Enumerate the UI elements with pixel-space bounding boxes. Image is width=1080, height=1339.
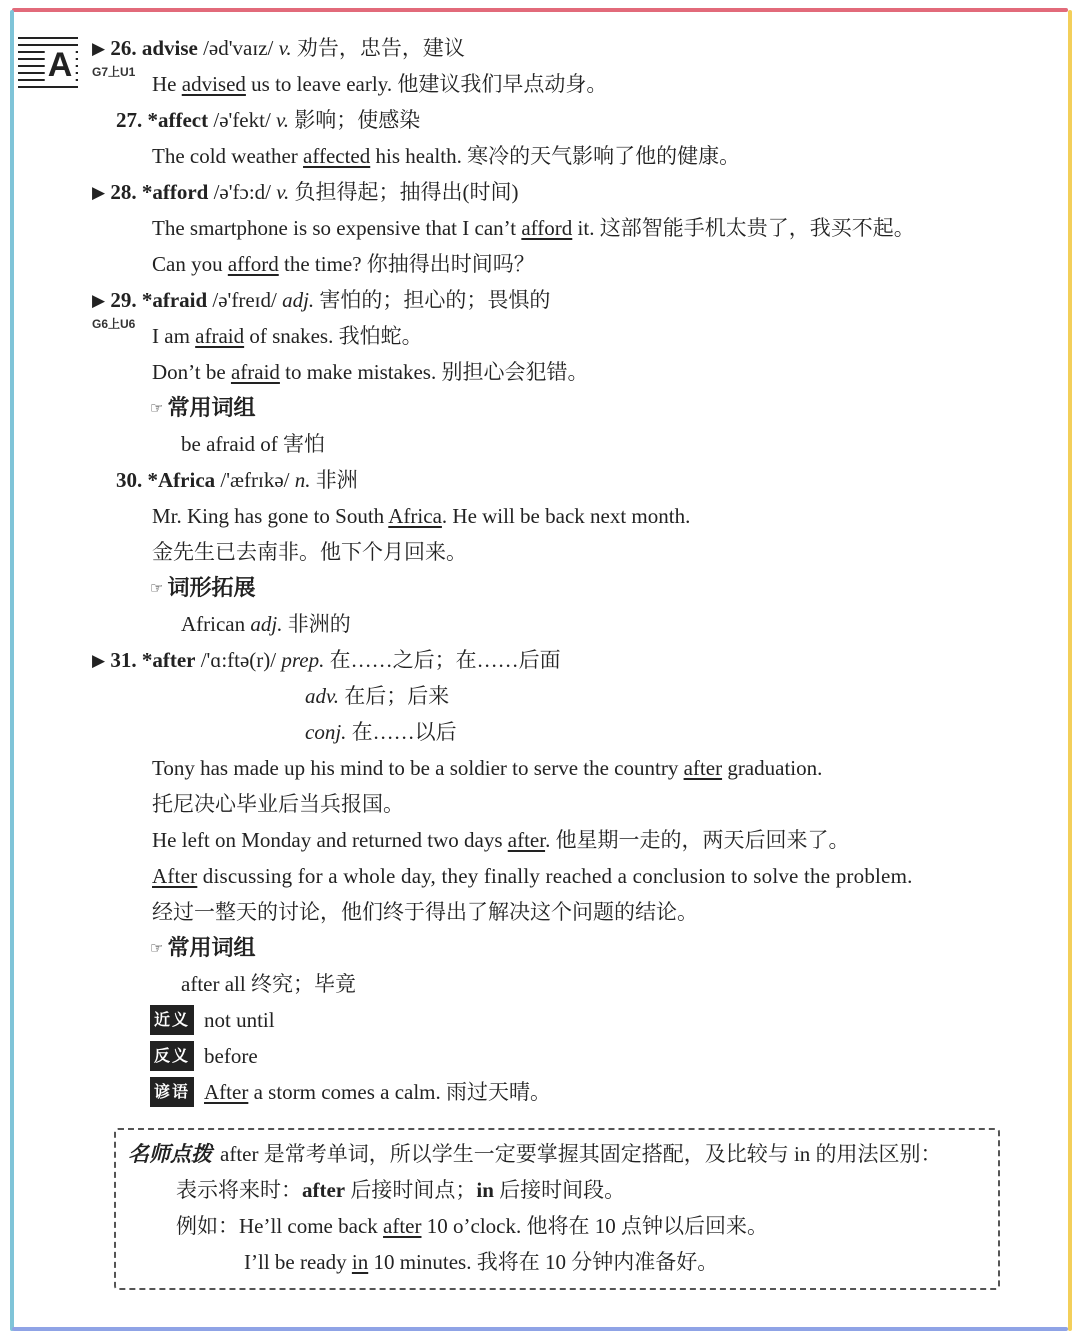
entry-29-headword: ▶ 29. *afraid /ə'freɪd/ adj. 害怕的；担心的；畏惧的	[92, 288, 551, 312]
pointing-hand-icon: ☞	[150, 579, 164, 597]
entry-31-example-1-translation: 托尼决心毕业后当兵报国。	[152, 792, 404, 816]
entry-31-example-3: After discussing for a whole day, they finally reached a conclusion to solve the problem.	[152, 864, 913, 888]
entry-29-example-1: I am afraid of snakes. 我怕蛇。	[152, 324, 423, 348]
tip-line-2: 表示将来时：after 后接时间点；in 后接时间段。	[176, 1178, 626, 1202]
proverb-tag: 谚语	[150, 1077, 194, 1107]
antonym-tag: 反义	[150, 1041, 194, 1071]
entry-29-section-heading: ☞ 常用词组	[150, 395, 256, 420]
entry-26-example: He advised us to leave early. 他建议我们早点动身。	[152, 72, 608, 96]
frame-right-border	[1068, 10, 1072, 1331]
entry-30-example: Mr. King has gone to South Africa. He will be back next month.	[152, 504, 691, 528]
badge-letter: A	[45, 47, 76, 83]
key-triangle-icon: ▶	[92, 291, 106, 311]
entry-27-example: The cold weather affected his health. 寒冷的天气影响了他的健康。	[152, 144, 741, 168]
entry-30-headword: 30. *Africa /'æfrɪkə/ n. 非洲	[116, 468, 358, 492]
entry-31-section-heading: ☞ 常用词组	[150, 935, 256, 960]
entry-28-headword: ▶ 28. *afford /ə'fɔ:d/ v. 负担得起；抽得出(时间)	[92, 180, 519, 204]
entry-28-example-1: The smartphone is so expensive that I can’t afford it. 这部智能手机太贵了，我买不起。	[152, 216, 915, 240]
frame-left-border	[10, 10, 14, 1331]
entry-30-example-translation: 金先生已去南非。他下个月回来。	[152, 540, 467, 564]
entry-28-example-2: Can you afford the time? 你抽得出时间吗？	[152, 252, 535, 276]
entry-27-headword: 27. *affect /ə'fekt/ v. 影响；使感染	[116, 108, 421, 132]
entry-31-sense-2: adv. 在后；后来	[305, 684, 450, 708]
tip-line-4: I’ll be ready in 10 minutes. 我将在 10 分钟内准备好。	[244, 1250, 719, 1274]
entry-30-section-heading: ☞ 词形拓展	[150, 575, 256, 600]
entry-31-proverb: 谚语 After a storm comes a calm. 雨过天晴。	[150, 1078, 551, 1109]
tip-tag: 名师点拨	[128, 1142, 212, 1166]
pointing-hand-icon: ☞	[150, 939, 164, 957]
unit-label-afraid: G6上U6	[92, 317, 136, 331]
entry-29-example-2: Don’t be afraid to make mistakes. 别担心会犯错。	[152, 360, 589, 384]
entry-30-derivative: African adj. 非洲的	[181, 612, 351, 636]
frame-top-border	[12, 8, 1068, 12]
entry-31-example-3-translation: 经过一整天的讨论，他们终于得出了解决这个问题的结论。	[152, 900, 698, 924]
section-badge	[18, 35, 78, 91]
entry-31-synonym: 近义 not until	[150, 1006, 275, 1037]
key-triangle-icon: ▶	[92, 183, 106, 203]
key-triangle-icon: ▶	[92, 39, 106, 59]
tip-line-3: 例如：He’ll come back after 10 o’clock. 他将在 10 点钟以后回来。	[176, 1214, 768, 1238]
entry-29-phrase: be afraid of 害怕	[181, 432, 326, 456]
entry-31-phrase: after all 终究；毕竟	[181, 972, 356, 996]
entry-31-antonym: 反义 before	[150, 1042, 258, 1073]
frame-bottom-border	[12, 1327, 1068, 1331]
entry-31-sense-3: conj. 在……以后	[305, 720, 457, 744]
entry-31-example-1: Tony has made up his mind to be a soldier to serve the country after graduation.	[152, 756, 823, 780]
key-triangle-icon: ▶	[92, 651, 106, 671]
synonym-tag: 近义	[150, 1005, 194, 1035]
entry-31-example-2: He left on Monday and returned two days after. 他星期一走的，两天后回来了。	[152, 828, 850, 852]
pointing-hand-icon: ☞	[150, 399, 164, 417]
unit-label-advise: G7上U1	[92, 65, 136, 79]
tip-line-1: 名师点拨 after 是常考单词，所以学生一定要掌握其固定搭配，及比较与 in 的用法区别：	[128, 1142, 942, 1166]
entry-26-headword: ▶ 26. advise /əd'vaɪz/ v. 劝告，忠告，建议	[92, 36, 465, 60]
entry-31-headword: ▶ 31. *after /'ɑ:ftə(r)/ prep. 在……之后；在……后面	[92, 648, 561, 672]
